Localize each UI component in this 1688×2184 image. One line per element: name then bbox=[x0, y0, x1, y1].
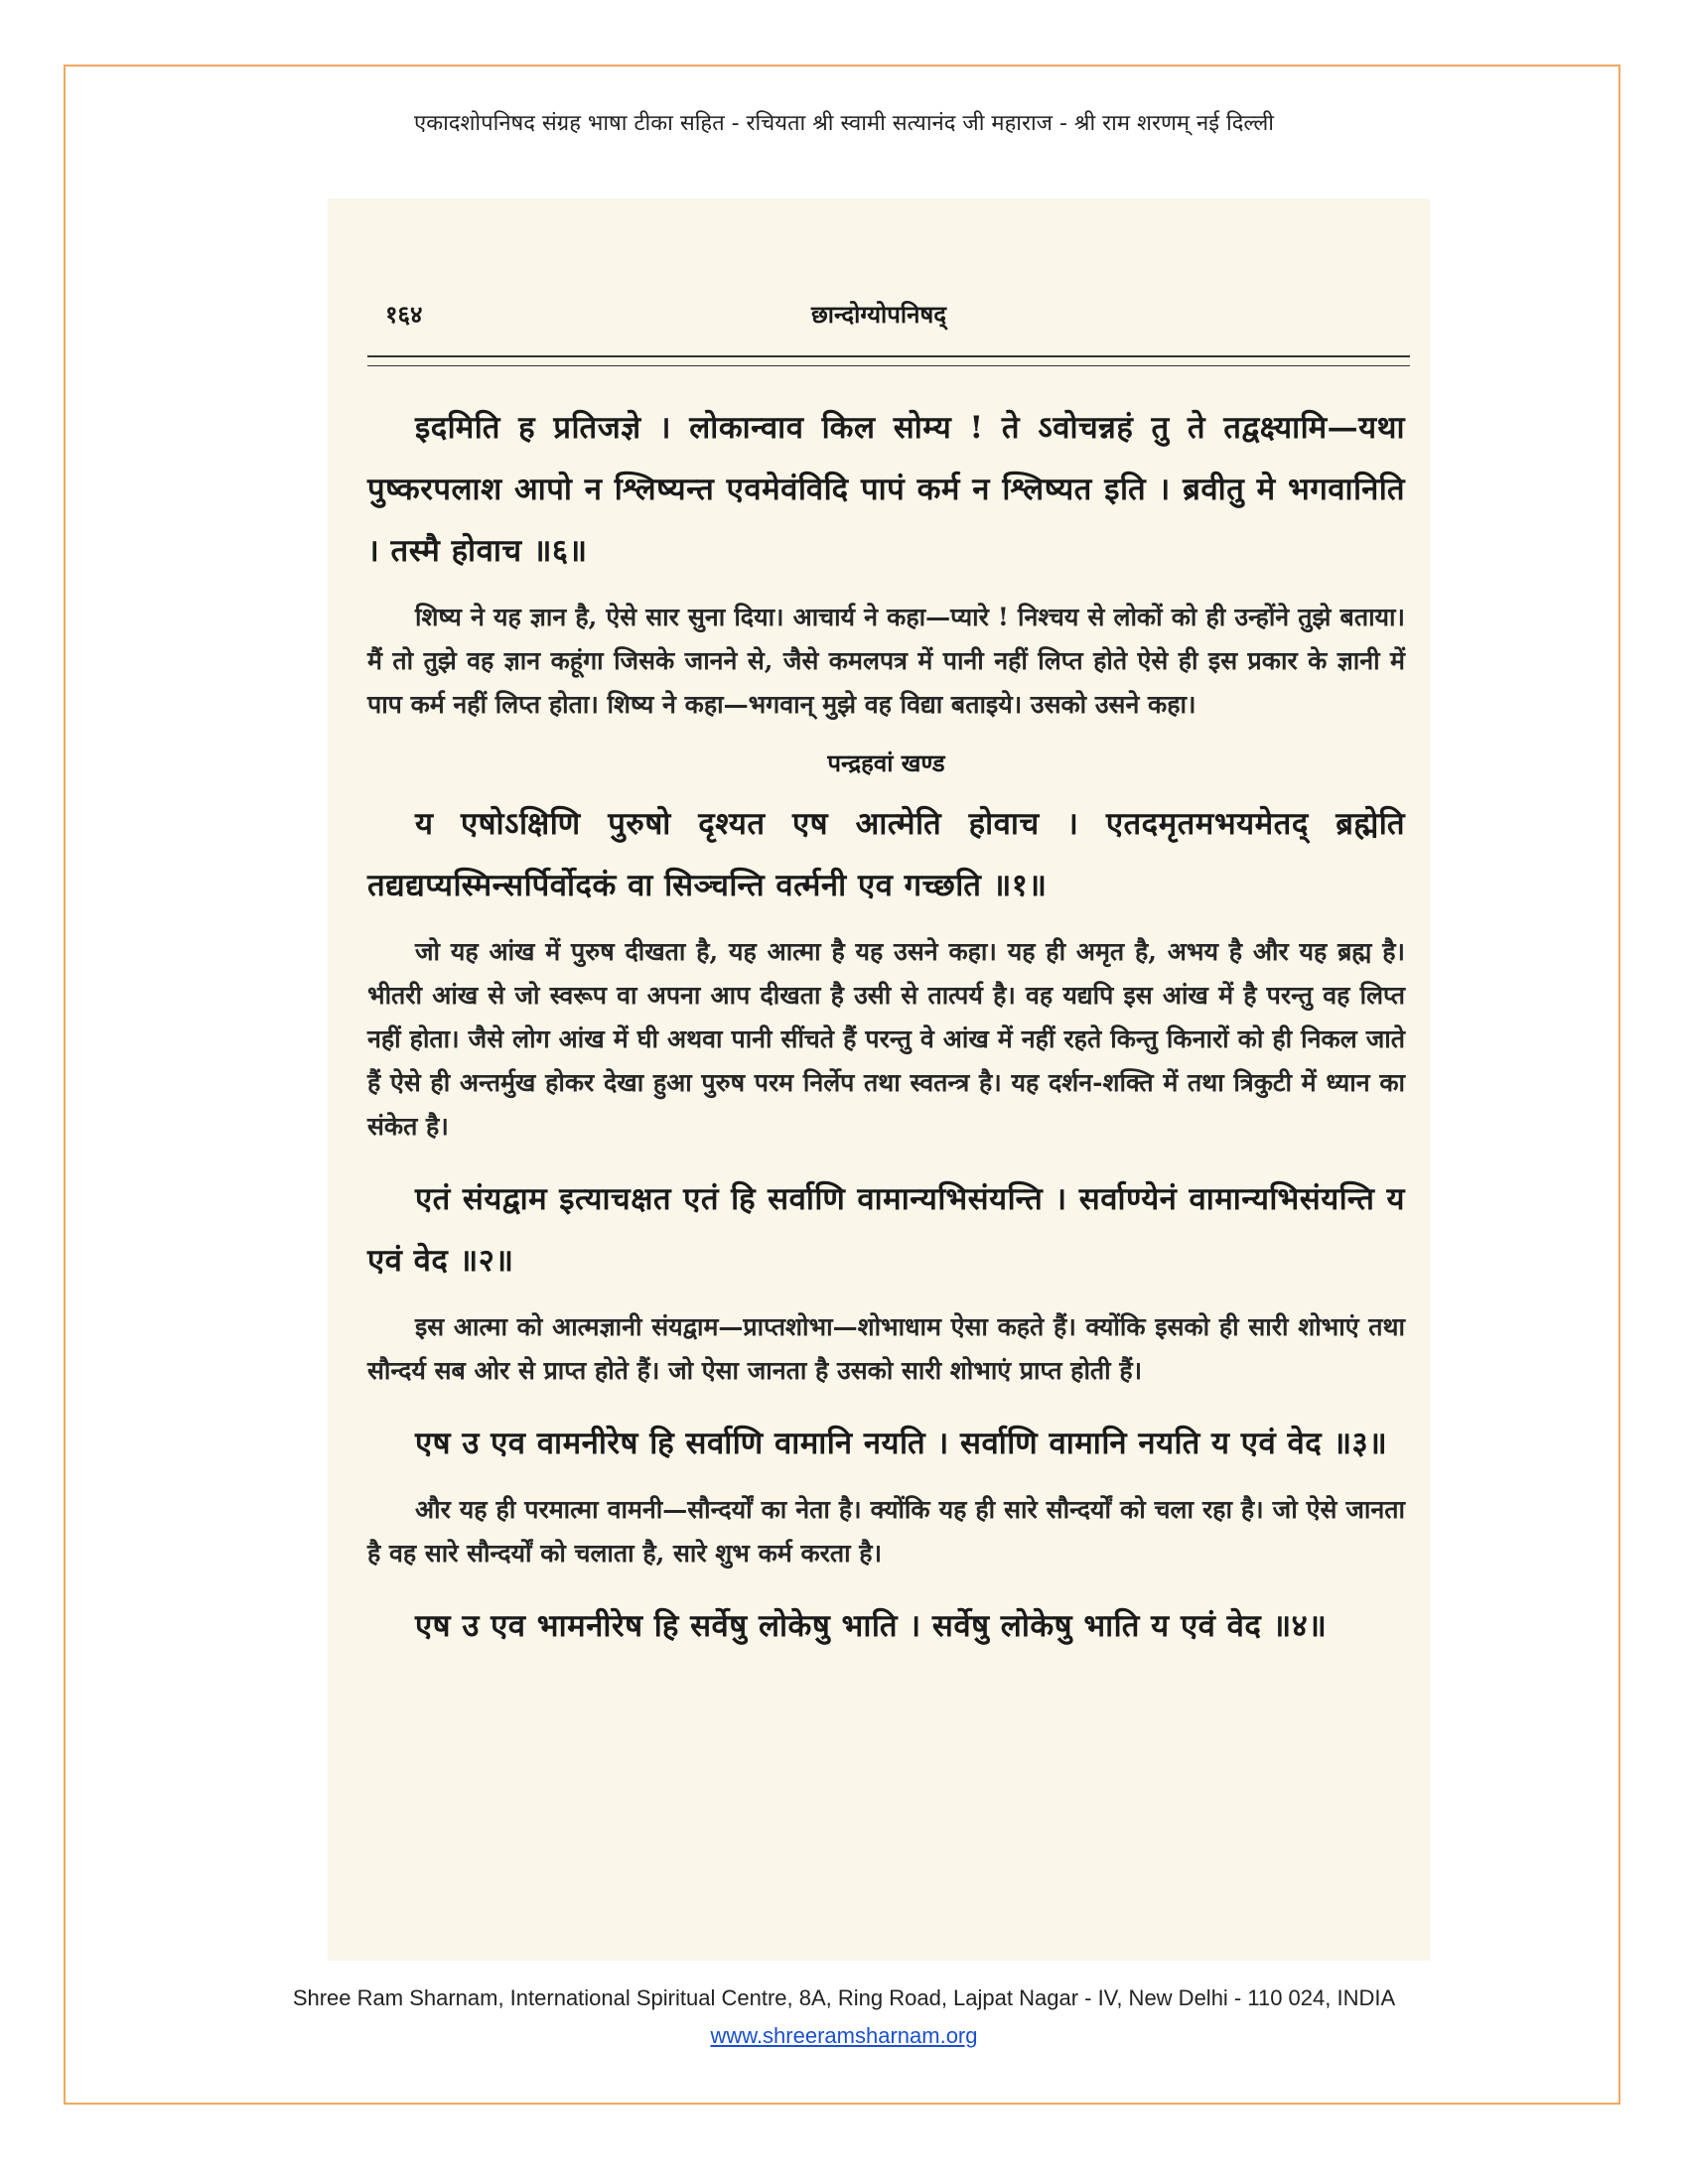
commentary-3: और यह ही परमात्मा वामनी—सौन्दर्यों का नेता है। क्योंकि यह ही सारे सौन्दर्यों को चला रहा है। जो ऐसे जानता है वह सारे सौन्दर्यों को चलाता है, सारे शुभ कर्म करता है। bbox=[367, 1495, 1405, 1568]
verse-6: इदमिति ह प्रतिजज्ञे । लोकान्वाव किल सोम्य ! ते ऽवोचन्नहं तु ते तद्वक्ष्यामि—यथा पुष्करपलाश आपो न श्लिष्यन्त एवमेवंविदि पापं कर्म न श्लिष्यत इति । ब्रवीतु मे भगवानिति । तस्मै होवाच ॥६॥ bbox=[367, 410, 1405, 569]
running-title: छान्दोग्योपनिषद् bbox=[810, 300, 947, 329]
page-content bbox=[367, 397, 1405, 1671]
scanned-page bbox=[328, 199, 1430, 1961]
header-rule bbox=[367, 355, 1410, 357]
verse-4: एष उ एव भामनीरेष हि सर्वेषु लोकेषु भाति । सर्वेषु लोकेषु भाति य एवं वेद ॥४॥ bbox=[415, 1608, 1328, 1644]
verse-3: एष उ एव वामनीरेष हि सर्वाणि वामानि नयति । सर्वाणि वामानि नयति य एवं वेद ॥३॥ bbox=[415, 1426, 1388, 1461]
footer-address: Shree Ram Sharnam, International Spiritual Centre, 8A, Ring Road, Lajpat Nagar - IV, New Delhi - 110 024, INDIA bbox=[292, 1985, 1396, 2010]
commentary-6: शिष्य ने यह ज्ञान है, ऐसे सार सुना दिया। आचार्य ने कहा—प्यारे ! निश्चय से लोकों को ही उन्होंने तुझे बताया। मैं तो तुझे वह ज्ञान कहूंगा जिसके जानने से, जैसे कमलपत्र में पानी नहीं लिप्त होते ऐसे ही इस प्रकार के ज्ञानी में पाप कर्म नहीं लिप्त होता। शिष्य ने कहा—भगवान् मुझे वह विद्या बताइये। उसको उसने कहा। bbox=[367, 603, 1405, 719]
page-number: १६४ bbox=[385, 300, 423, 329]
website-link[interactable]: www.shreeramsharnam.org bbox=[710, 2023, 978, 2048]
header-rule-thin bbox=[367, 365, 1410, 366]
commentary-1: जो यह आंख में पुरुष दीखता है, यह आत्मा है यह उसने कहा। यह ही अमृत है, अभय है और यह ब्रह्म है। भीतरी आंख से जो स्वरूप वा अपना आप दीखता है उसी से तात्पर्य है। वह यद्यपि इस आंख में है परन्तु वह लिप्त नहीं होता। जैसे लोग आंख में घी अथवा पानी सींचते हैं परन्तु वे आंख में नहीं रहते किन्तु किनारों को ही निकल जाते हैं ऐसे ही अन्तर्मुख होकर देखा हुआ पुरुष परम निर्लेप तथा स्वतन्त्र है। यह दर्शन-शक्ति में तथा त्रिकुटी में ध्यान का संकेत है। bbox=[367, 937, 1405, 1141]
document-header: एकादशोपनिषद संग्रह भाषा टीका सहित - रचियता श्री स्वामी सत्यानंद जी महाराज - श्री राम शरणम् नई दिल्ली bbox=[414, 111, 1274, 136]
commentary-2: इस आत्मा को आत्मज्ञानी संयद्वाम—प्राप्तशोभा—शोभाधाम ऐसा कहते हैं। क्योंकि इसको ही सारी शोभाएं तथा सौन्दर्य सब ओर से प्राप्त होते हैं। जो ऐसा जानता है उसको सारी शोभाएं प्राप्त होती हैं। bbox=[367, 1312, 1405, 1385]
verse-2: एतं संयद्वाम इत्याचक्षत एतं हि सर्वाणि वामान्यभिसंयन्ति । सर्वाण्येनं वामान्यभिसंयन्ति य एवं वेद ॥२॥ bbox=[367, 1181, 1405, 1279]
verse-1: य एषोऽक्षिणि पुरुषो दृश्यत एष आत्मेति होवाच । एतदमृतमभयमेतद् ब्रह्मेति तद्यद्यप्यस्मिन्सर्पिर्वोदकं वा सिञ्चन्ति वर्त्मनी एव गच्छति ॥१॥ bbox=[367, 806, 1405, 903]
section-heading: पन्द्रहवां खण्ड bbox=[827, 749, 945, 777]
